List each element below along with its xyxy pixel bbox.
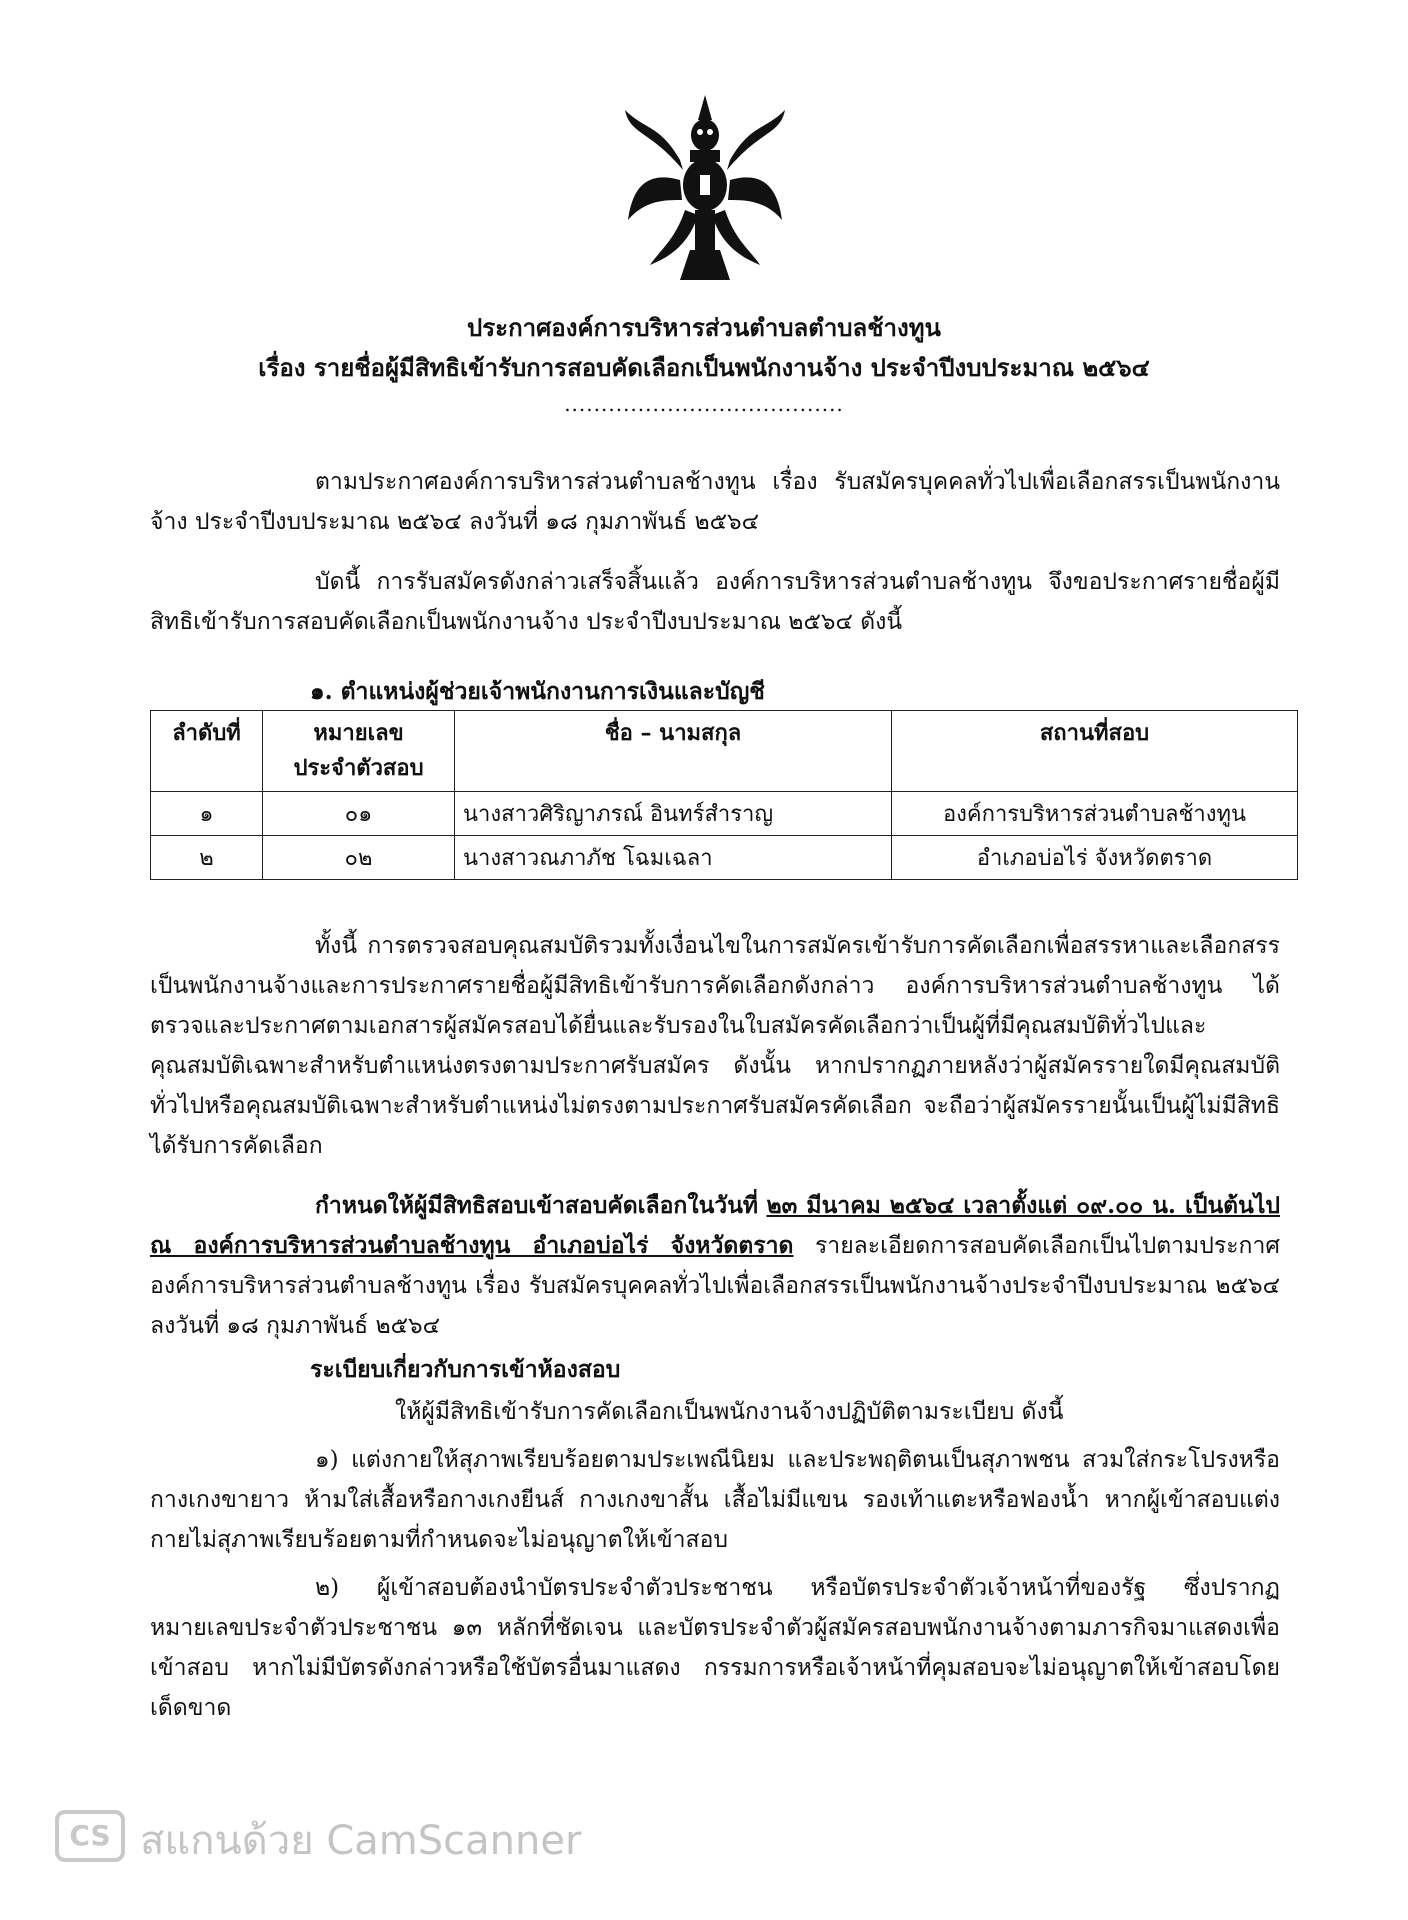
table-row	[151, 836, 1298, 880]
announcement-subject: เรื่อง รายชื่อผู้มีสิทธิเข้ารับการสอบคัดเลือกเป็นพนักงานจ้าง ประจำปีงบประมาณ ๒๕๖๔	[258, 353, 1150, 382]
section-1-title: ๑. ตำแหน่งผู้ช่วยเจ้าพนักงานการเงินและบัญชี	[310, 678, 765, 705]
garuda-emblem	[620, 90, 790, 290]
announcement-title: ประกาศองค์การบริหารส่วนตำบลตำบลช้างทูน	[467, 313, 941, 342]
header-name: ชื่อ – นามสกุล	[455, 711, 892, 792]
exam-date-place: ๒๓ มีนาคม ๒๕๖๔ เวลาตั้งแต่ ๐๙.๐๐ น. เป็นต้นไป ณ องค์การบริหารส่วนตำบลช้างทูน อำเภอบ่อไร่ จังหวัดตราด	[150, 1192, 1280, 1259]
paragraph-reference: ตามประกาศองค์การบริหารส่วนตำบลช้างทูน เรื่อง รับสมัครบุคคลทั่วไปเพื่อเลือกสรรเป็นพนักงานจ้าง ประจำปีงบประมาณ ๒๕๖๔ ลงวันที่ ๑๘ กุมภาพันธ์ ๒๕๖๔	[150, 469, 1280, 535]
header-order: ลำดับที่	[151, 711, 263, 792]
row-exam-id: ๐๒	[263, 836, 455, 880]
table-row	[151, 792, 1298, 836]
title-separator: ......................................	[564, 392, 844, 416]
rules-intro: ให้ผู้มีสิทธิเข้ารับการคัดเลือกเป็นพนักงานจ้างปฏิบัติตามระเบียบ ดังนี้	[395, 1399, 1064, 1425]
header-exam-id: หมายเลข ประจำตัวสอบ	[263, 711, 455, 792]
row-order: ๒	[151, 836, 263, 880]
row-exam-place: องค์การบริหารส่วนตำบลช้างทูน	[892, 792, 1298, 836]
exam-schedule-tail: รายละเอียดการสอบคัดเลือกเป็นไปตามประกาศองค์การบริหารส่วนตำบลช้างทูน เรื่อง รับสมัครบุคคลทั่วไปเพื่อเลือกสรรเป็นพนักงานจ้างประจำปีงบประมาณ ๒๕๖๔ ลงวันที่ ๑๘ กุมภาพันธ์ ๒๕๖๔	[150, 1233, 1280, 1339]
paragraph-announcement: บัดนี้ การรับสมัครดังกล่าวเสร็จสิ้นแล้ว องค์การบริหารส่วนตำบลช้างทูน จึงขอประกาศรายชื่อผู้มีสิทธิเข้ารับการสอบคัดเลือกเป็นพนักงานจ้าง ประจำปีงบประมาณ ๒๕๖๔ ดังนี้	[150, 569, 1280, 635]
exam-schedule-lead: กำหนดให้ผู้มีสิทธิสอบเข้าสอบคัดเลือกในวันที่	[315, 1192, 759, 1219]
header-exam-place: สถานที่สอบ	[892, 711, 1298, 792]
rule-2: ๒) ผู้เข้าสอบต้องนำบัตรประจำตัวประชาชน หรือบัตรประจำตัวเจ้าหน้าที่ของรัฐ ซึ่งปรากฏหมายเลขประจำตัวประชาชน ๑๓ หลักที่ชัดเจน และบัตรประจำตัวผู้สมัครสอบพนักงานจ้างตามภารกิจมาแสดงเพื่อเข้าสอบ หากไม่มีบัตรดังกล่าวหรือใช้บัตรอื่นมาแสดง กรรมการหรือเจ้าหน้าที่คุมสอบจะไม่อนุญาตให้เข้าสอบโดยเด็ดขาด	[150, 1575, 1280, 1721]
rule-1: ๑) แต่งกายให้สุภาพเรียบร้อยตามประเพณีนิยม และประพฤติตนเป็นสุภาพชน สวมใส่กระโปรงหรือกางเกงขายาว ห้ามใส่เสื้อหรือกางเกงยีนส์ กางเกงขาสั้น เสื้อไม่มีแขน รองเท้าแตะหรือฟองน้ำ หากผู้เข้าสอบแต่งกายไม่สุภาพเรียบร้อยตามที่กำหนดจะไม่อนุญาตให้เข้าสอบ	[150, 1447, 1280, 1553]
row-exam-place: อำเภอบ่อไร่ จังหวัดตราด	[892, 836, 1298, 880]
paragraph-exam-schedule	[150, 1186, 1280, 1346]
camscanner-watermark: สแกนด้วย CamScanner	[140, 1818, 582, 1864]
row-name: นางสาวศิริญาภรณ์ อินทร์สำราญ	[455, 792, 892, 836]
camscanner-logo: CS	[55, 1810, 125, 1862]
row-exam-id: ๐๑	[263, 792, 455, 836]
paragraph-qualification-check: ทั้งนี้ การตรวจสอบคุณสมบัติรวมทั้งเงื่อนไขในการสมัครเข้ารับการคัดเลือกเพื่อสรรหาและเลือกสรรเป็นพนักงานจ้างและการประกาศรายชื่อผู้มีสิทธิเข้ารับการคัดเลือกดังกล่าว องค์การบริหารส่วนตำบลช้างทูน ได้ตรวจและประกาศตามเอกสารผู้สมัครสอบได้ยื่นและรับรองในใบสมัครคัดเลือกว่าเป็นผู้ที่มีคุณสมบัติทั่วไปและคุณสมบัติเฉพาะสำหรับตำแหน่งตรงตามประกาศรับสมัคร ดังนั้น หากปรากฏภายหลังว่าผู้สมัครรายใดมีคุณสมบัติทั่วไปหรือคุณสมบัติเฉพาะสำหรับตำแหน่งไม่ตรงตามประกาศรับสมัครคัดเลือก จะถือว่าผู้สมัครรายนั้นเป็นผู้ไม่มีสิทธิได้รับการคัดเลือก	[150, 933, 1280, 1159]
row-order: ๑	[151, 792, 263, 836]
rules-title: ระเบียบเกี่ยวกับการเข้าห้องสอบ	[310, 1356, 621, 1383]
table-header-row	[151, 711, 1298, 792]
row-name: นางสาวณภาภัช โฉมเฉลา	[455, 836, 892, 880]
candidate-table	[150, 710, 1298, 880]
